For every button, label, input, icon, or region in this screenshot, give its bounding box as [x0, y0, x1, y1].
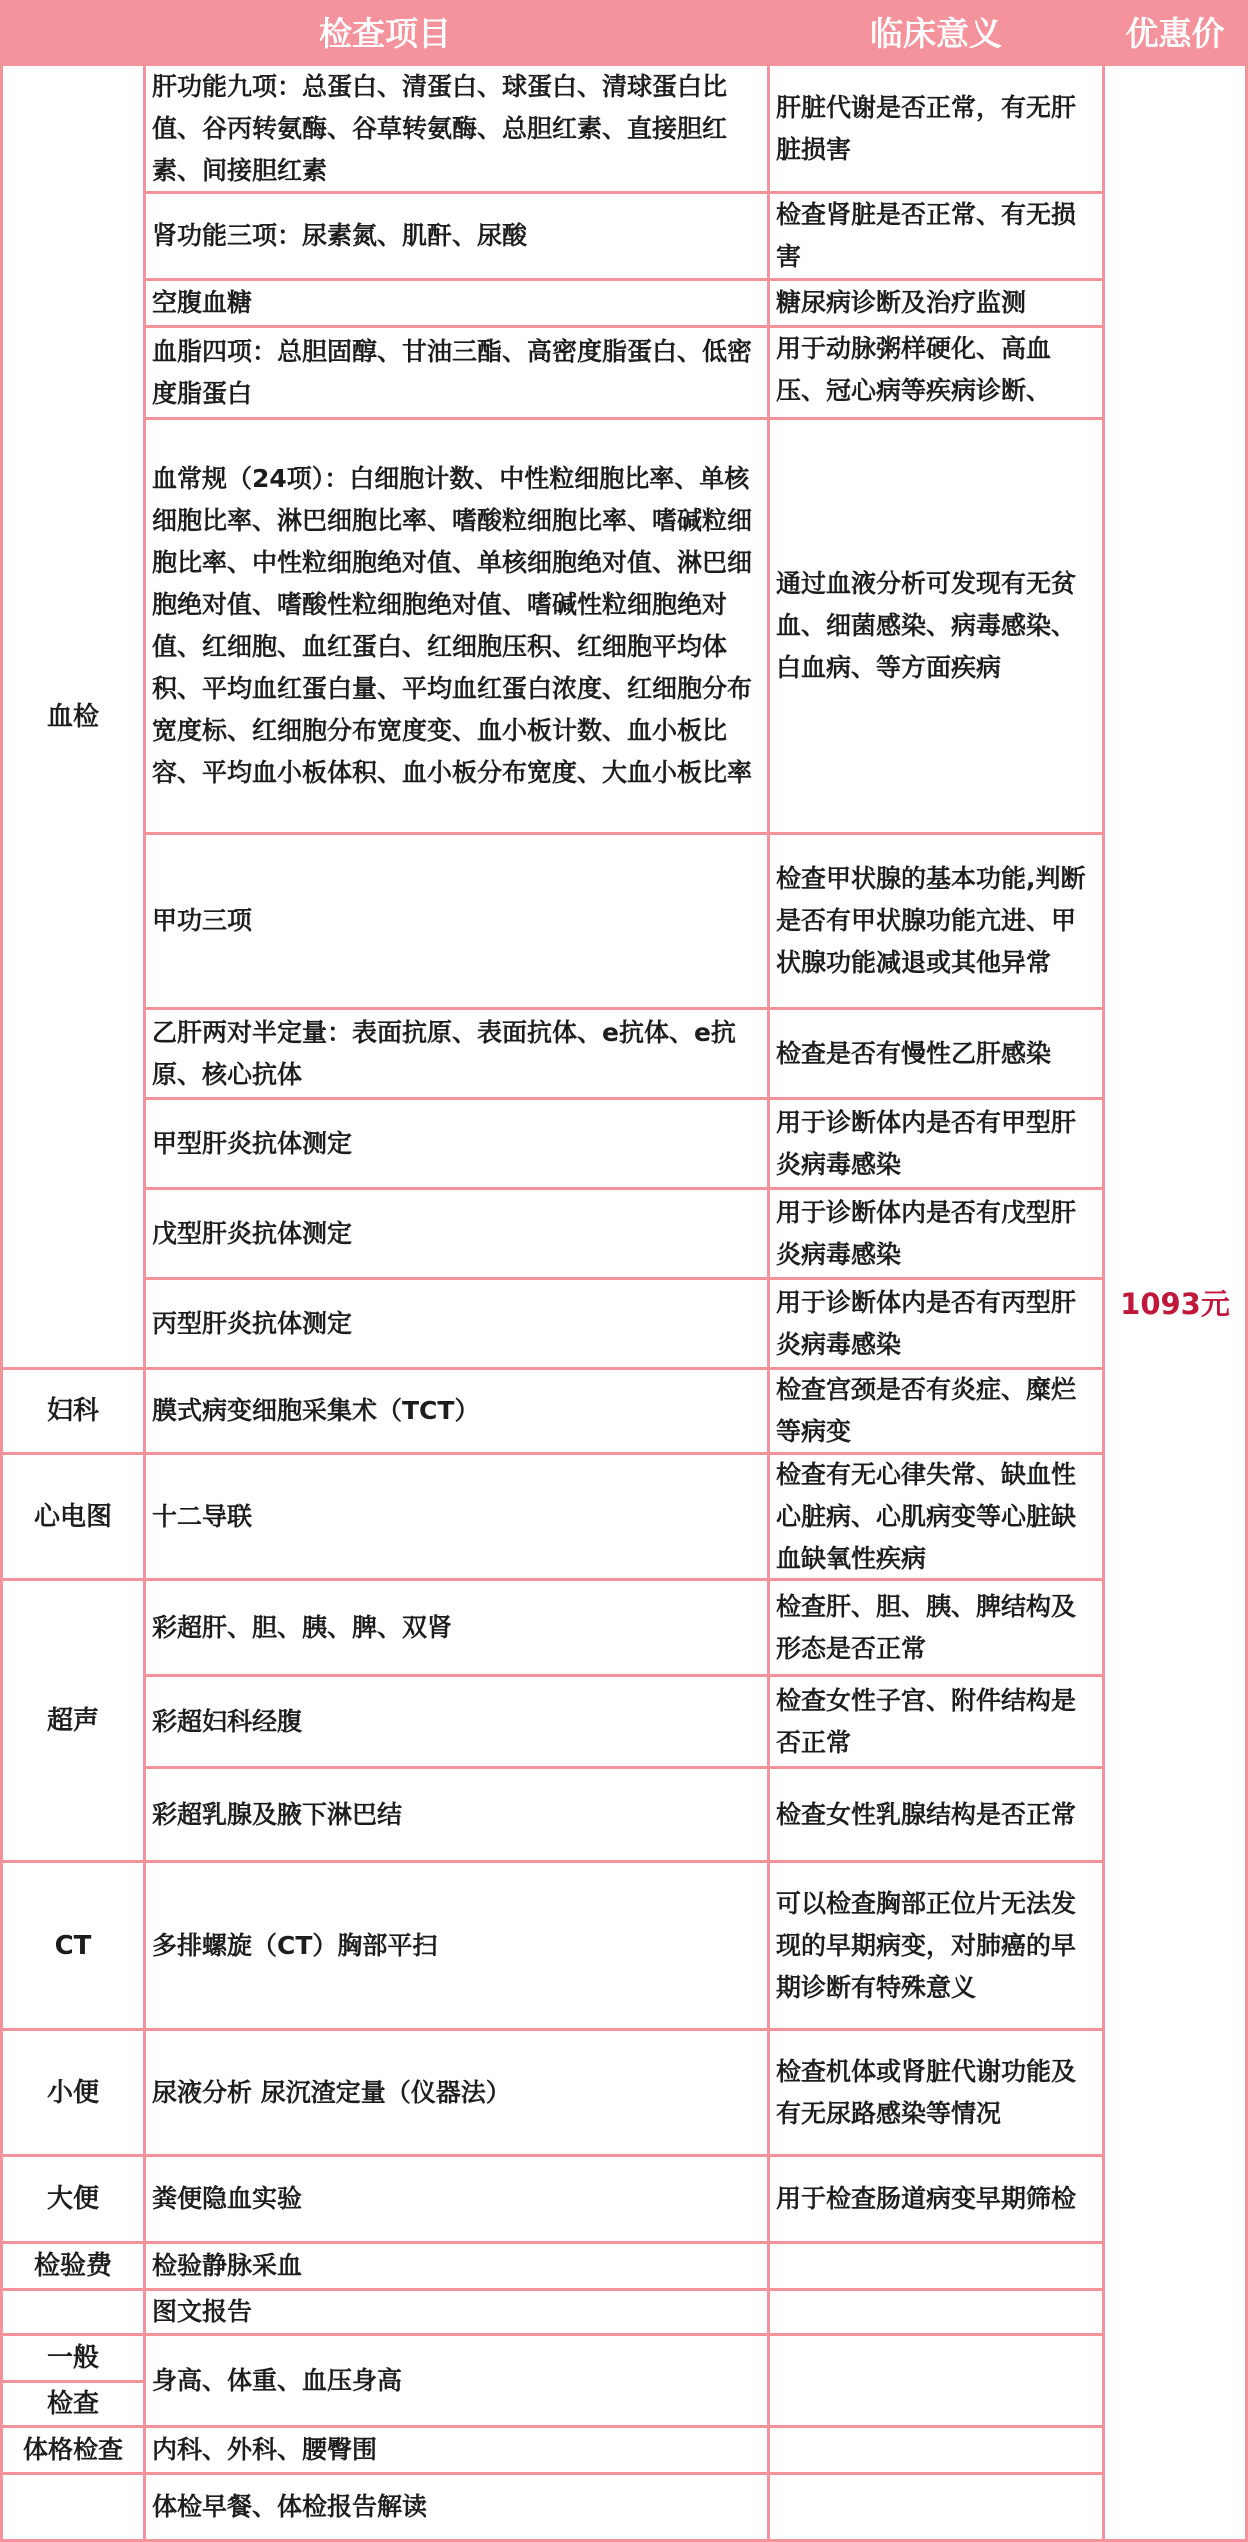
item-us-gyn: 彩超妇科经腹: [143, 1674, 770, 1769]
sig-urine: 检查机体或肾脏代谢功能及有无尿路感染等情况: [767, 2028, 1105, 2157]
item-hepatitis-e: 戊型肝炎抗体测定: [143, 1187, 770, 1280]
sig-hepatitis-e: 用于诊断体内是否有戊型肝炎病毒感染: [767, 1187, 1105, 1280]
sig-breakfast: [767, 2472, 1105, 2542]
category-general-top: 一般: [0, 2333, 146, 2383]
header-item: 检查项目: [0, 0, 770, 63]
discount-price: 1093元: [1102, 63, 1248, 2542]
category-general-bottom: 检查: [0, 2380, 146, 2428]
category-blank: [0, 2288, 146, 2336]
sig-ecg: 检查有无心律失常、缺血性心脏病、心肌病变等心脏缺血缺氧性疾病: [767, 1452, 1105, 1581]
sig-internal-surgery: [767, 2425, 1105, 2475]
sig-us-breast: 检查女性乳腺结构是否正常: [767, 1766, 1105, 1863]
item-height-weight: 身高、体重、血压身高: [143, 2333, 770, 2428]
sig-lipid: 用于动脉粥样硬化、高血压、冠心病等疾病诊断、: [767, 325, 1105, 420]
category-ultrasound: 超声: [0, 1578, 146, 1863]
sig-liver: 肝脏代谢是否正常，有无肝脏损害: [767, 63, 1105, 194]
category-stool: 大便: [0, 2154, 146, 2244]
sig-hepatitis-a: 用于诊断体内是否有甲型肝炎病毒感染: [767, 1097, 1105, 1190]
sig-thyroid: 检查甲状腺的基本功能,判断是否有甲状腺功能亢进、甲状腺功能减退或其他异常: [767, 832, 1105, 1010]
item-liver: 肝功能九项：总蛋白、清蛋白、球蛋白、清球蛋白比值、谷丙转氨酶、谷草转氨酶、总胆红素、直接胆红素、间接胆红素: [143, 63, 770, 194]
sig-height-weight: [767, 2333, 1105, 2428]
sig-tct: 检查宫颈是否有炎症、糜烂等病变: [767, 1367, 1105, 1455]
category-ecg: 心电图: [0, 1452, 146, 1581]
item-ecg: 十二导联: [143, 1452, 770, 1581]
item-glucose: 空腹血糖: [143, 278, 770, 328]
item-hepatitis-a: 甲型肝炎抗体测定: [143, 1097, 770, 1190]
sig-hepatitis-c: 用于诊断体内是否有丙型肝炎病毒感染: [767, 1277, 1105, 1370]
item-kidney: 肾功能三项：尿素氮、肌酐、尿酸: [143, 191, 770, 281]
header-price: 优惠价: [1102, 0, 1248, 63]
header-significance: 临床意义: [770, 0, 1102, 63]
sig-blood-routine: 通过血液分析可发现有无贫血、细菌感染、病毒感染、白血病、等方面疾病: [767, 417, 1105, 835]
item-hepatitis-b: 乙肝两对半定量：表面抗原、表面抗体、e抗体、e抗原、核心抗体: [143, 1007, 770, 1100]
category-ct: CT: [0, 1860, 146, 2031]
item-report: 图文报告: [143, 2288, 770, 2336]
item-thyroid: 甲功三项: [143, 832, 770, 1010]
category-physical: 体格检查: [0, 2425, 146, 2475]
category-blank-last: [0, 2472, 146, 2542]
item-us-abdomen: 彩超肝、胆、胰、脾、双肾: [143, 1578, 770, 1677]
item-hepatitis-c: 丙型肝炎抗体测定: [143, 1277, 770, 1370]
sig-ct-chest: 可以检查胸部正位片无法发现的早期病变，对肺癌的早期诊断有特殊意义: [767, 1860, 1105, 2031]
sig-hepatitis-b: 检查是否有慢性乙肝感染: [767, 1007, 1105, 1100]
sig-us-gyn: 检查女性子宫、附件结构是否正常: [767, 1674, 1105, 1769]
item-breakfast: 体检早餐、体检报告解读: [143, 2472, 770, 2542]
item-blood-routine: 血常规（24项）：白细胞计数、中性粒细胞比率、单核细胞比率、淋巴细胞比率、嗜酸粒细胞比率、嗜碱粒细胞比率、中性粒细胞绝对值、单核细胞绝对值、淋巴细胞绝对值、嗜酸性粒细胞绝对值、嗜碱性粒细胞绝对值、红细胞、血红蛋白、红细胞压积、红细胞平均体积、平均血红蛋白量、平均血红蛋白浓度、红细胞分布宽度标、红细胞分布宽度变、血小板计数、血小板比容、平均血小板体积、血小板分布宽度、大血小板比率: [143, 417, 770, 835]
item-lipid: 血脂四项：总胆固醇、甘油三酯、高密度脂蛋白、低密度脂蛋白: [143, 325, 770, 420]
item-internal-surgery: 内科、外科、腰臀围: [143, 2425, 770, 2475]
item-stool: 粪便隐血实验: [143, 2154, 770, 2244]
category-urine: 小便: [0, 2028, 146, 2157]
item-blood-draw: 检验静脉采血: [143, 2241, 770, 2291]
sig-us-abdomen: 检查肝、胆、胰、脾结构及形态是否正常: [767, 1578, 1105, 1677]
item-ct-chest: 多排螺旋（CT）胸部平扫: [143, 1860, 770, 2031]
category-gyn: 妇科: [0, 1367, 146, 1455]
sig-kidney: 检查肾脏是否正常、有无损害: [767, 191, 1105, 281]
category-blood: 血检: [0, 63, 146, 1370]
sig-stool: 用于检查肠道病变早期筛检: [767, 2154, 1105, 2244]
category-lab-fee: 检验费: [0, 2241, 146, 2291]
item-tct: 膜式病变细胞采集术（TCT）: [143, 1367, 770, 1455]
sig-report: [767, 2288, 1105, 2336]
item-us-breast: 彩超乳腺及腋下淋巴结: [143, 1766, 770, 1863]
sig-blood-draw: [767, 2241, 1105, 2291]
sig-glucose: 糖尿病诊断及治疗监测: [767, 278, 1105, 328]
item-urine: 尿液分析 尿沉渣定量（仪器法）: [143, 2028, 770, 2157]
